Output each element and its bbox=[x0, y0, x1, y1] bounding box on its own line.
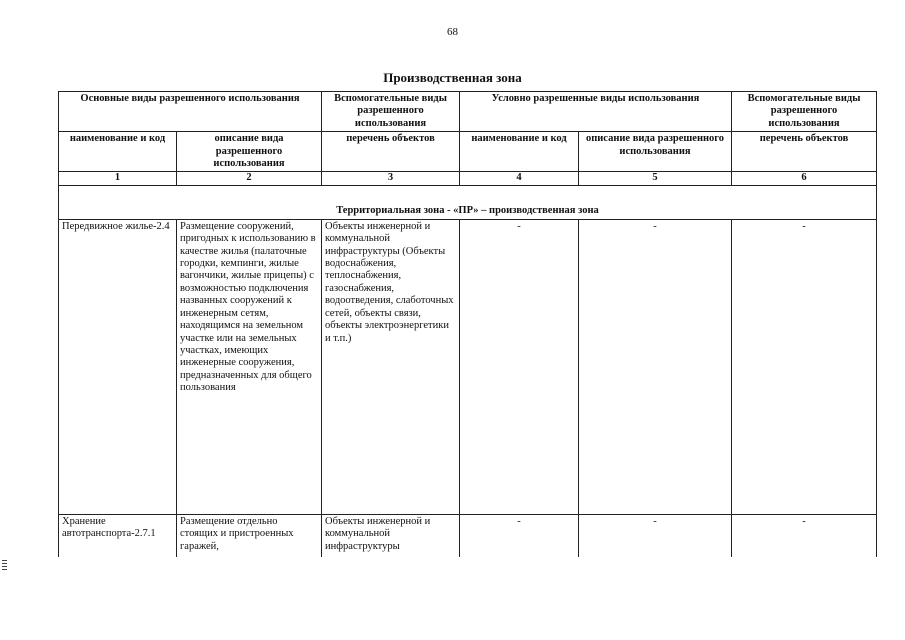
use-name: Передвижное жилье-2.4 bbox=[59, 219, 177, 514]
table-row bbox=[59, 219, 877, 514]
column-number: 1 bbox=[59, 172, 177, 185]
column-number: 6 bbox=[732, 172, 877, 185]
header-aux2-list: перечень объектов bbox=[732, 132, 877, 172]
use-name: Хранение автотранспорта-2.7.1 bbox=[59, 514, 177, 557]
column-number: 3 bbox=[322, 172, 460, 185]
use-description: Размещение сооружений, пригодных к использованию в качестве жилья (палаточные городки, кемпинги, жилые вагончики, жилые прицепы) с возможностью подключения названных сооружений к инженерным сетям, находящимся на земельном участке или на земельных участках, имеющих инженерные сооружения, предназначенных для общего пользования bbox=[177, 219, 322, 514]
page-number: 68 bbox=[447, 26, 458, 38]
header-cond-name: наименование и код bbox=[460, 132, 579, 172]
cond-name: - bbox=[460, 219, 579, 514]
document-title: Производственная зона bbox=[383, 70, 522, 85]
header-cond-description: описание вида разрешенного использования bbox=[579, 132, 732, 172]
zone-row bbox=[59, 185, 877, 219]
header-aux-list: перечень объектов bbox=[322, 132, 460, 172]
header-main-description: описание вида разрешенного использования bbox=[177, 132, 322, 172]
header-main-uses: Основные виды разрешенного использования bbox=[59, 92, 322, 132]
header-sub-row bbox=[59, 132, 877, 172]
header-aux-uses: Вспомогательные виды разрешенного использования bbox=[322, 92, 460, 132]
zone-label: Территориальная зона - «ПР» – производственная зона bbox=[59, 185, 877, 219]
column-number: 4 bbox=[460, 172, 579, 185]
aux2-objects: - bbox=[732, 219, 877, 514]
header-conditional-uses: Условно разрешенные виды использования bbox=[460, 92, 732, 132]
header-group-row bbox=[59, 92, 877, 132]
zoning-table bbox=[58, 91, 877, 557]
column-number-row bbox=[59, 172, 877, 185]
cond-description: - bbox=[579, 219, 732, 514]
cond-description: - bbox=[579, 514, 732, 557]
cond-name: - bbox=[460, 514, 579, 557]
header-aux-uses-2: Вспомогательные виды разрешенного использования bbox=[732, 92, 877, 132]
scan-margin-marks bbox=[2, 560, 7, 572]
column-number: 5 bbox=[579, 172, 732, 185]
table-row bbox=[59, 514, 877, 557]
aux2-objects: - bbox=[732, 514, 877, 557]
use-description: Размещение отдельно стоящих и пристроенных гаражей, bbox=[177, 514, 322, 557]
aux-objects: Объекты инженерной и коммунальной инфраструктуры bbox=[322, 514, 460, 557]
aux-objects: Объекты инженерной и коммунальной инфраструктуры (Объекты водоснабжения, теплоснабжения, газоснабжения, водоотведения, слаботочных сетей, объекты связи, объекты электроэнергетики и т.п.) bbox=[322, 219, 460, 514]
header-main-name: наименование и код bbox=[59, 132, 177, 172]
column-number: 2 bbox=[177, 172, 322, 185]
